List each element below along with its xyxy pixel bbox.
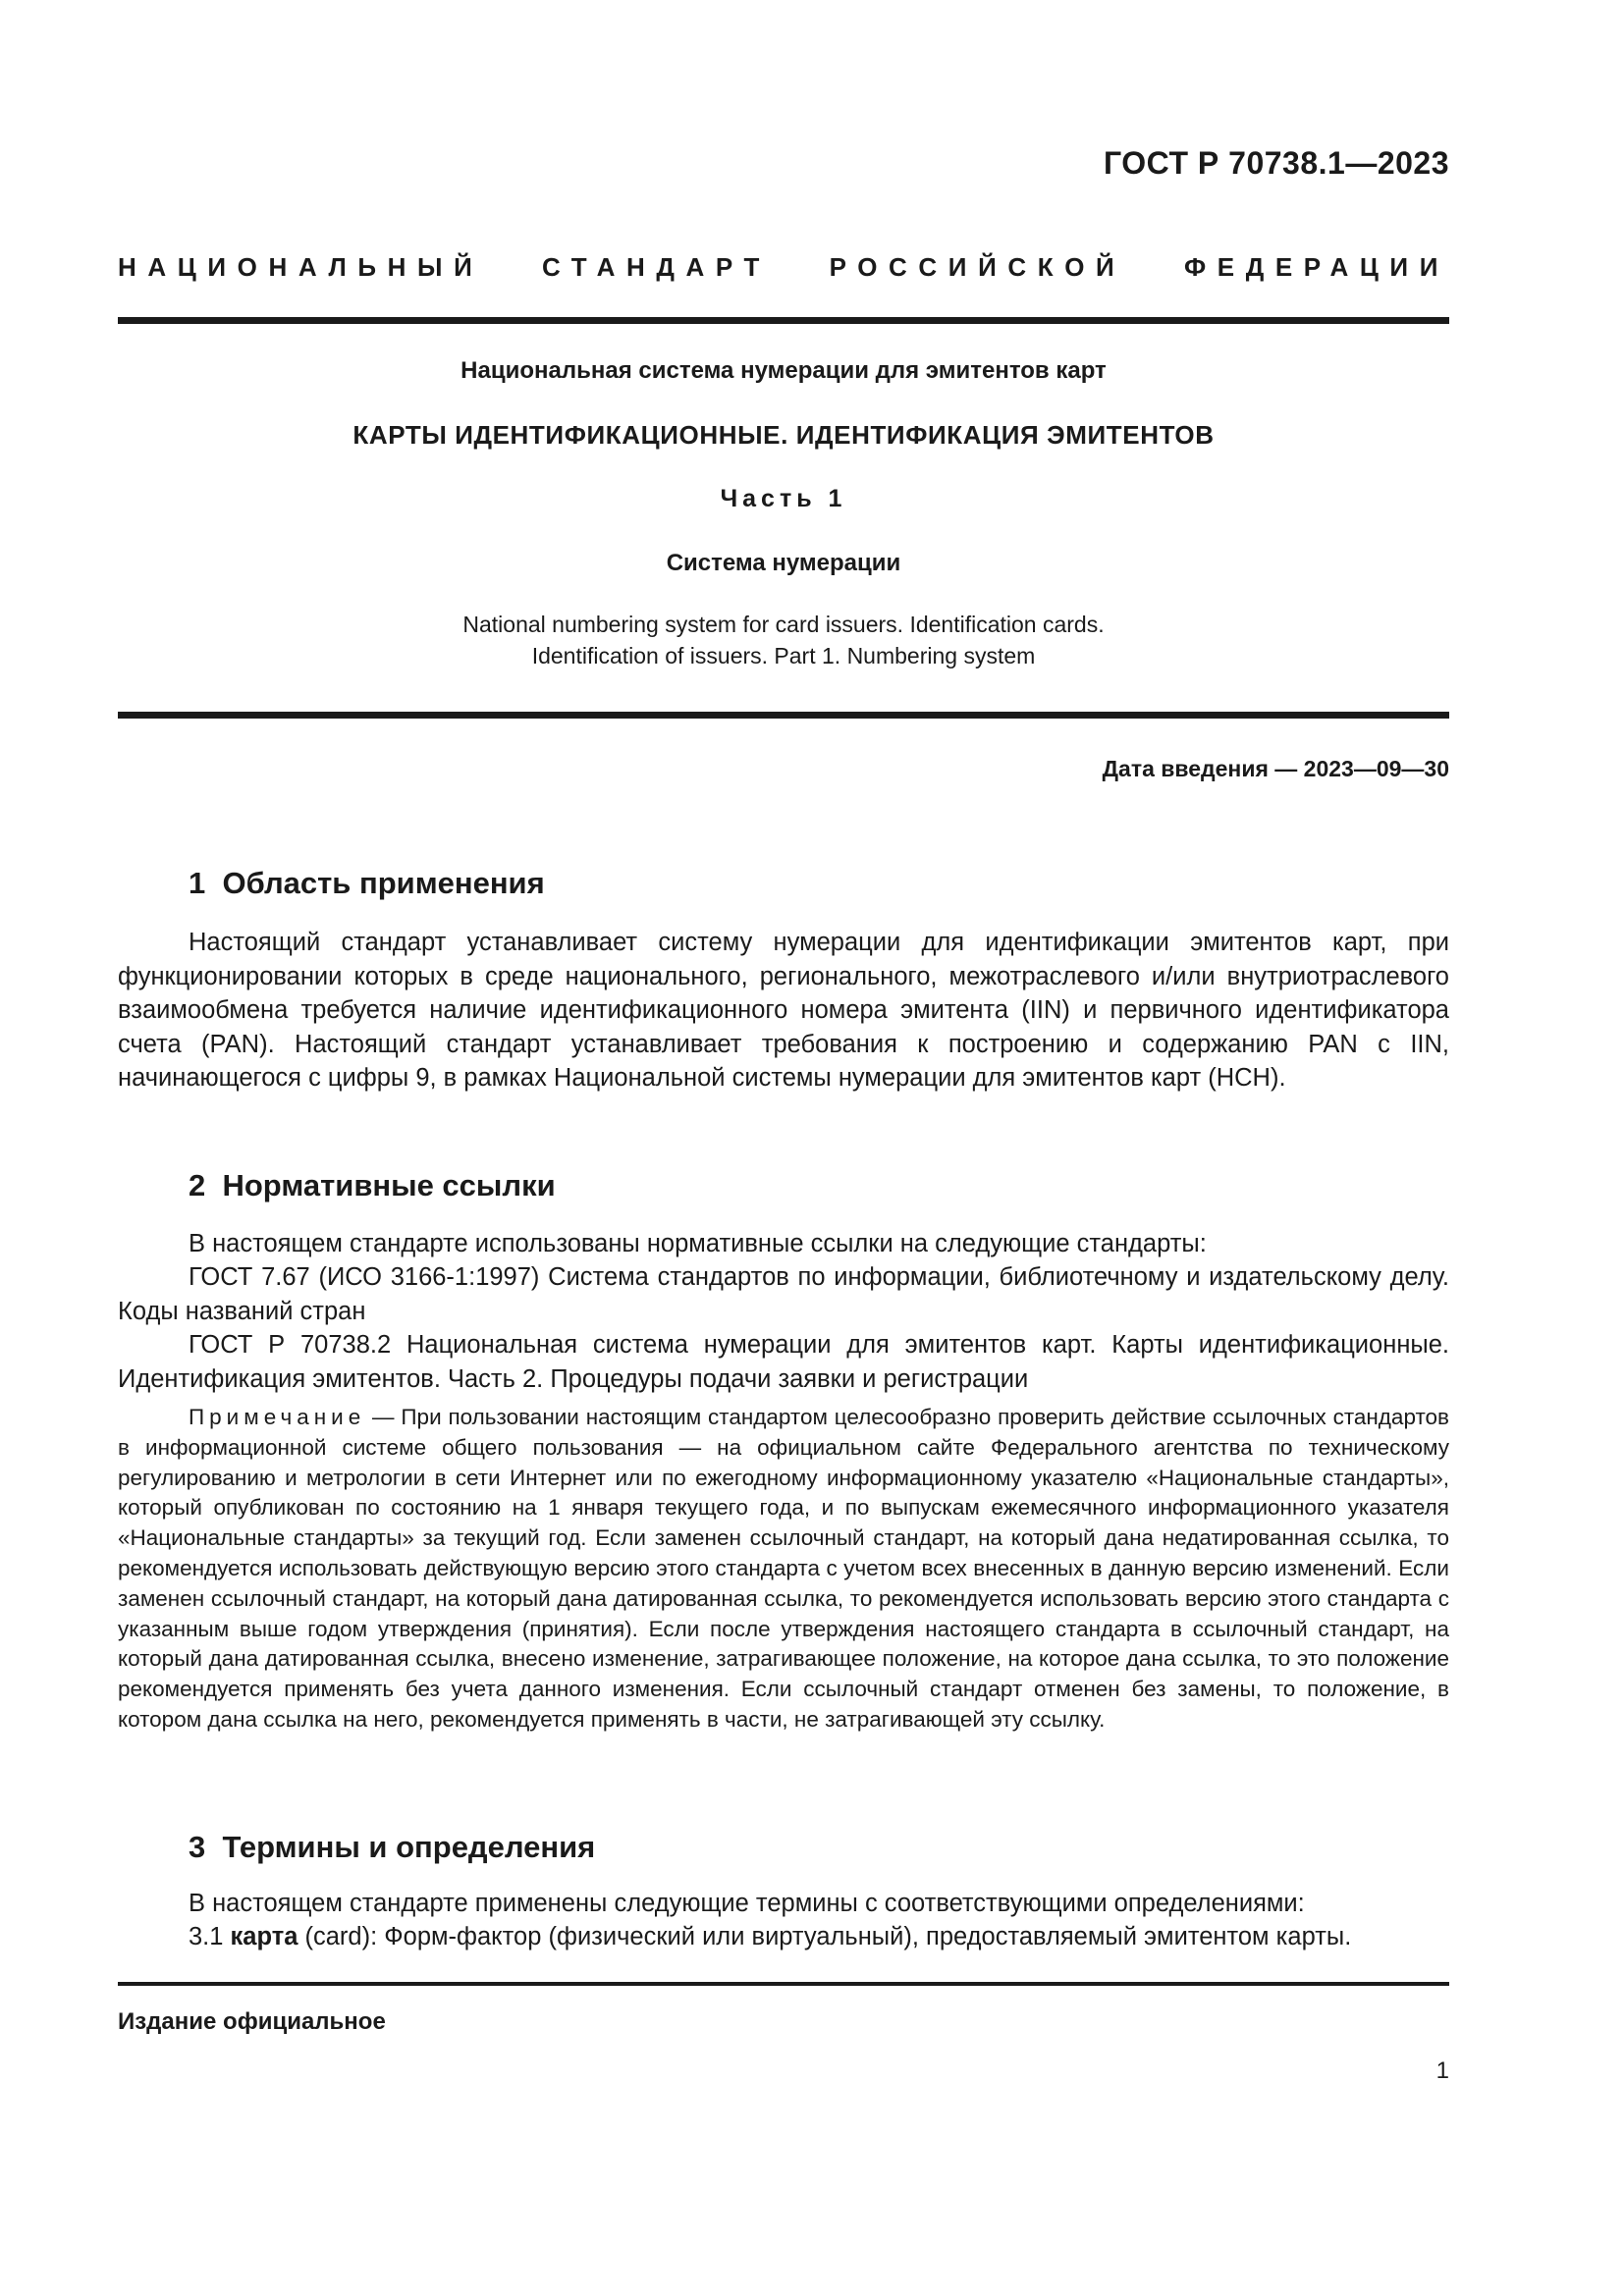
references-note	[118, 1403, 1449, 1735]
english-title	[118, 609, 1449, 671]
references-intro: В настоящем стандарте использованы нормативные ссылки на следующие стандарты:	[189, 1230, 1207, 1257]
scope-paragraph: Настоящий стандарт устанавливает систему нумерации для идентификации эмитентов карт, при функционировании которых в среде национального, регионального, межотраслевого и/или внутриотраслевого взаимообмена требуется наличие идентификационного номера эмитента (IIN) и первичного идентификатора счета (PAN). Настоящий стандарт устанавливает требования к построению и содержанию PAN с IIN, начинающегося с цифры 9, в рамках Национальной системы нумерации для эмитентов карт (НСН).	[118, 929, 1449, 1092]
term-definition-text: (card): Форм-фактор (физический или виртуальный), предоставляемый эмитентом карты.	[298, 1923, 1352, 1950]
section-heading-references: 2 Нормативные ссылки	[189, 1168, 556, 1202]
title-rule	[118, 712, 1449, 719]
page-number: 1	[1435, 2057, 1449, 2084]
introduction-date: Дата введения — 2023—09—30	[1102, 756, 1449, 781]
part-title: Система нумерации	[666, 550, 901, 576]
english-title-line-1: National numbering system for card issuers. Identification cards.	[462, 612, 1105, 637]
footer-rule	[118, 1982, 1449, 1986]
english-title-line-2: Identification of issuers. Part 1. Numbering system	[531, 643, 1036, 668]
title-line-1: Национальная система нумерации для эмитентов карт	[460, 357, 1107, 384]
term-word: карта	[230, 1923, 298, 1950]
reference-item: ГОСТ Р 70738.2 Национальная система нумерации для эмитентов карт. Карты идентификационные. Идентификация эмитентов. Часть 2. Процедуры подачи заявки и регистрации	[118, 1331, 1449, 1393]
terms-intro: В настоящем стандарте применены следующие термины с соответствующими определениями:	[189, 1890, 1305, 1917]
term-number: 3.1	[189, 1923, 231, 1950]
section-heading-scope: 1 Область применения	[189, 866, 545, 900]
section-heading-terms: 3 Термины и определения	[189, 1830, 596, 1864]
note-text: — При пользовании настоящим стандартом целесообразно проверить действие ссылочных стандартов в информационной системе общего пользования — на официальном сайте Федерального агентства по техническому регулированию и метрологии в сети Интернет или по ежегодному информационному указателю «Национальные стандарты», который опубликован по состоянию на 1 января текущего года, и по выпускам ежемесячного информационного указателя «Национальные стандарты» за текущий год. Если заменен ссылочный стандарт, на который дана недатированная ссылка, то рекомендуется использовать действующую версию этого стандарта с учетом всех внесенных в данную версию изменений. Если заменен ссылочный стандарт, на который дана датированная ссылка, то рекомендуется использовать версию этого стандарта с указанным выше годом утверждения (принятия). Если после утверждения настоящего стандарта в ссылочный стандарт, на который дана датированная ссылка, внесено изменение, затрагивающее положение, на которое дана ссылка, то это положение рекомендуется применять без учета данного изменения. Если ссылочный стандарт отменен без замены, то положение, в котором дана ссылка на него, рекомендуется применять в части, не затрагивающей эту ссылку.	[118, 1405, 1449, 1732]
reference-item: ГОСТ 7.67 (ИСО 3166-1:1997) Система стандартов по информации, библиотечному и издательскому делу. Коды названий стран	[118, 1263, 1449, 1325]
edition-label: Издание официальное	[118, 2008, 386, 2035]
header-rule	[118, 317, 1449, 324]
document-code: ГОСТ Р 70738.1—2023	[1104, 145, 1449, 181]
note-label: Примечание	[189, 1405, 366, 1429]
part-label: Часть 1	[720, 485, 847, 512]
national-standard-header: НАЦИОНАЛЬНЫЙ СТАНДАРТ РОССИЙСКОЙ ФЕДЕРАЦИИ	[118, 252, 1449, 282]
term-definition	[118, 1920, 1449, 1954]
title-line-2: КАРТЫ ИДЕНТИФИКАЦИОННЫЕ. ИДЕНТИФИКАЦИЯ ЭМИТЕНТОВ	[352, 420, 1215, 450]
